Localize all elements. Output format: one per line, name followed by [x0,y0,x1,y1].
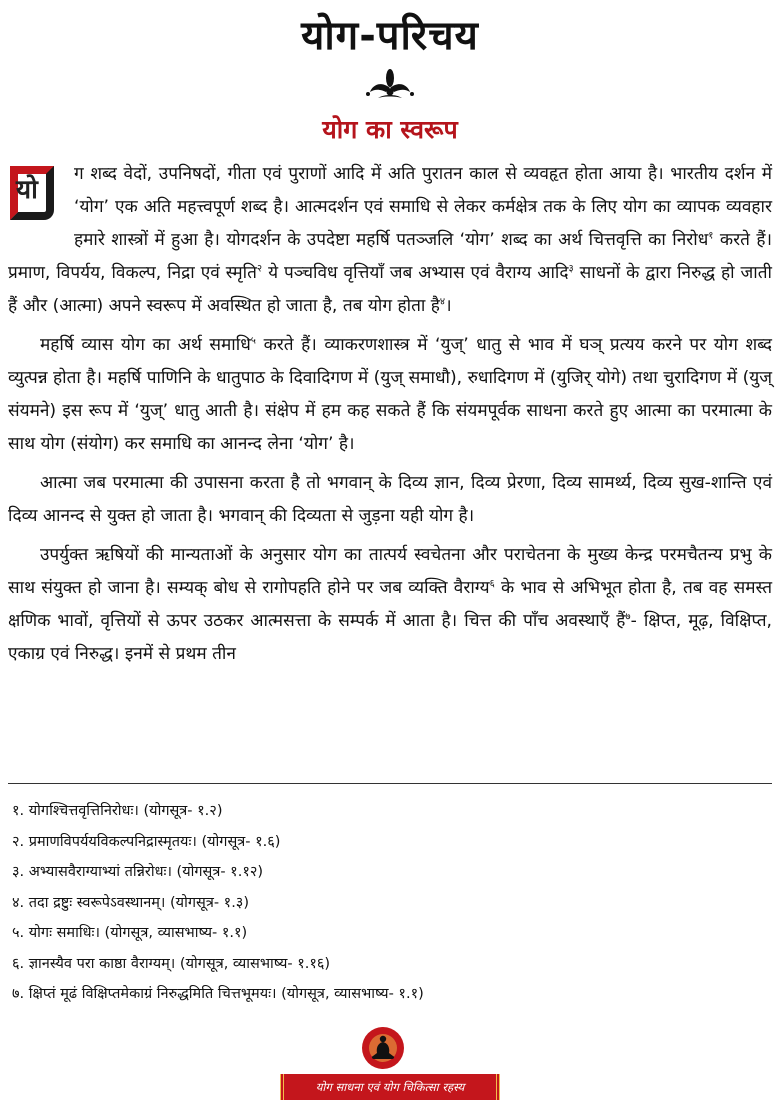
paragraph-text: महर्षि व्यास योग का अर्थ समाधि [40,335,251,355]
meditation-figure-icon [361,1026,405,1070]
paragraph-1 [8,158,772,323]
footnote-item: ६. ज्ञानस्यैव परा काष्ठा वैराग्यम्। (योगसूत्र, व्यासभाष्य- १.१६) [12,955,331,972]
section-title: योग का स्वरूप [322,115,458,144]
paragraph-2 [8,329,772,461]
footnote-item: ३. अभ्यासवैराग्याभ्यां तन्निरोधः। (योगसूत्र- १.१२) [12,864,264,880]
page-title: योग-परिचय [301,13,479,59]
paragraph-text: ये पञ्चविध वृत्तियाँ जब अभ्यास एवं वैराग्य आदि [262,263,569,283]
paragraph-text: उपर्युक्त ऋषियों की मान्यताओं के अनुसार योग का तात्पर्य स्वचेतना और पराचेतना के मुख्य केन्द्र परमचैतन्य प्रभु के साथ संयुक्त हो जाना है। सम्यक् बोध से रागोपहति होने पर जब व्यक्ति वैराग्य [8,545,772,598]
drop-cap-letter: यो [16,175,38,205]
paragraph-4 [8,539,772,671]
paragraph-text: करते हैं। व्याकरणशास्त्र में ‘युज्’ धातु से भाव में घञ् प्रत्यय करने पर योग शब्द व्युत्पन्न होता है। महर्षि पाणिनि के धातुपाठ के दिवादिगण में (युज् समाधौ), रुधादिगण में (युजिर् योगे) तथा चुरादिगण में (युज् संयमने) इस रूप में ‘युज्’ धातु आती है। संक्षेप में हम कह सकते हैं कि संयमपूर्वक साधना करते हुए आत्मा का परमात्मा के साथ योग (संयोग) कर समाधि का आनन्द लेना ‘योग’ है। [8,335,772,454]
article-body [8,158,772,677]
drop-cap [8,164,68,226]
footnote-item: १. योगश्चित्तवृत्तिनिरोधः। (योगसूत्र- १.२) [12,803,223,819]
paragraph-text: आत्मा जब परमात्मा की उपासना करता है तो भगवान् के दिव्य ज्ञान, दिव्य प्रेरणा, दिव्य सामर्थ्य, दिव्य सुख-शान्ति एवं दिव्य आनन्द से युक्त हो जाता है। भगवान् की दिव्यता से जुड़ना यही योग है। [8,473,772,526]
paragraph-text: साधनों के द्वारा निरुद्ध हो जाती हैं और (आत्मा) अपने स्वरूप में अवस्थित हो जाता है, तब योग होता है [8,263,772,316]
footnote-item: ५. योगः समाधिः। (योगसूत्र, व्यासभाष्य- १.१) [12,925,248,941]
footnote-item: ७. क्षिप्तं मूढं विक्षिप्तमेकाग्रं निरुद्धमिति चित्तभूमयः। (योगसूत्र, व्यासभाष्य- १.१) [12,986,424,1002]
paragraph-text: ग शब्द वेदों, उपनिषदों, गीता एवं पुराणों आदि में अति पुरातन काल से व्यवहृत होता आया है। भारतीय दर्शन में ‘योग’ एक अति महत्त्वपूर्ण शब्द है। आत्मदर्शन एवं समाधि से लेकर कर्मक्षेत्र तक के लिए योग का व्यापक व्यवहार हमारे शास्त्रों में हुआ है। योगदर्शन के उपदेष्टा महर्षि पतञ्जलि ‘योग’ शब्द का अर्थ चित्तवृत्ति का निरोध [74,164,772,250]
footnote-ref: १ [708,230,714,242]
paragraph-text: करते हैं। प्रमाण, विपर्यय, विकल्प, निद्रा एवं स्मृति [8,230,772,283]
footnote-item: ४. तदा द्रष्टुः स्वरूपेऽवस्थानम्। (योगसूत्र- १.३) [12,894,250,911]
footnote-item: २. प्रमाणविपर्ययविकल्पनिद्रास्मृतयः। (योगसूत्र- १.६) [12,833,281,850]
footnote-ref: ६ [489,578,495,590]
footnote-divider [8,783,772,784]
paragraph-text: । [445,296,452,316]
footnote-ref: ३ [568,263,574,275]
footnote-ref: ७ [625,611,631,623]
footer-book-title: योग साधना एवं योग चिकित्सा रहस्य [280,1074,500,1100]
footnote-ref: ५ [250,335,256,347]
paragraph-3 [8,467,772,533]
footnotes-list [12,796,772,1010]
paragraph-text: - क्षिप्त, मूढ़, विक्षिप्त, एकाग्र एवं निरुद्ध। इनमें से प्रथम तीन [8,611,772,664]
footnote-ref: ४ [439,296,446,308]
paragraph-text: के भाव से अभिभूत होता है, तब वह समस्त क्षणिक भावों, वृत्तियों से ऊपर उठकर आत्मसत्ता के सम्पर्क में आता है। चित्त की पाँच अवस्थाएँ हैं [8,578,772,631]
floral-ornament-icon [360,64,420,104]
footnote-ref: २ [256,263,263,275]
